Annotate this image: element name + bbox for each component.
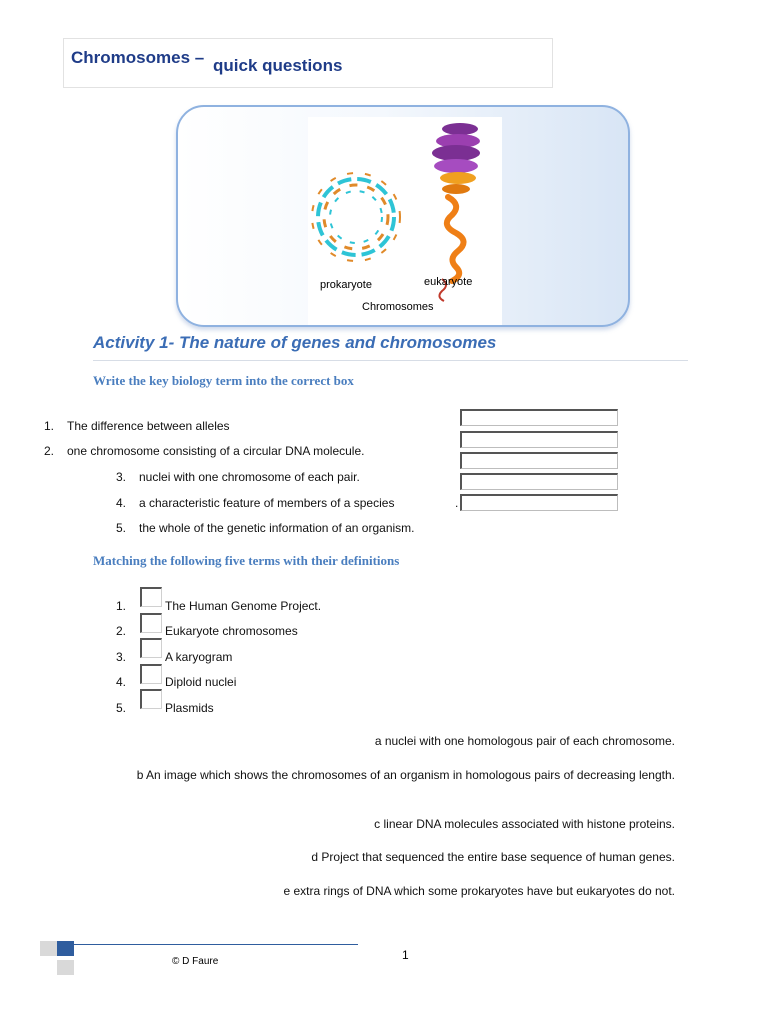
prokaryote-label: prokaryote <box>320 279 372 291</box>
definition-d: d Project that sequenced the entire base sequence of human genes. <box>311 850 675 864</box>
answer-box-4[interactable] <box>460 473 618 490</box>
match-box-4[interactable] <box>140 664 162 684</box>
definition-c: c linear DNA molecules associated with histone proteins. <box>374 817 675 831</box>
chromosome-figure <box>308 117 502 325</box>
answer-box-5[interactable] <box>460 494 618 511</box>
match-box-1[interactable] <box>140 587 162 607</box>
term-number: 1. <box>116 599 127 613</box>
footer-rule <box>74 944 358 945</box>
instruction-heading: Write the key biology term into the correct box <box>93 373 354 388</box>
definition-e: e extra rings of DNA which some prokaryotes have but eukaryotes do not. <box>283 884 675 898</box>
question-number: 3. <box>116 470 127 484</box>
figure-caption: Chromosomes <box>362 301 434 313</box>
question-text: a characteristic feature of members of a species <box>139 496 395 510</box>
page-number: 1 <box>402 948 409 962</box>
match-box-3[interactable] <box>140 638 162 658</box>
prokaryote-dna-ring-icon <box>312 173 400 261</box>
heading-divider <box>93 360 688 361</box>
definition-b: b An image which shows the chromosomes of an organism in homologous pairs of decreasing length. <box>136 768 675 782</box>
match-box-5[interactable] <box>140 689 162 709</box>
question-text: The difference between alleles <box>67 419 230 433</box>
title-box <box>63 38 553 88</box>
term-number: 4. <box>116 675 127 689</box>
page-subtitle: quick questions <box>213 56 343 75</box>
footer-square-light <box>40 941 57 956</box>
term-text: The Human Genome Project. <box>165 599 322 613</box>
question-number: 4. <box>116 496 127 510</box>
answer-box-1[interactable] <box>460 409 618 426</box>
term-number: 3. <box>116 650 127 664</box>
footer-copyright: © D Faure <box>172 956 219 967</box>
term-number: 5. <box>116 701 127 715</box>
footer-square-light <box>57 960 74 975</box>
page-title: Chromosomes – <box>71 48 205 67</box>
question-number: 1. <box>44 419 55 433</box>
question-number: 5. <box>116 521 127 535</box>
term-text: Diploid nuclei <box>165 675 237 689</box>
definition-a: a nuclei with one homologous pair of each chromosome. <box>374 734 675 748</box>
chromosome-image-frame <box>176 105 630 327</box>
eukaryote-label: eukaryote <box>424 276 473 288</box>
stray-mark: . <box>455 496 459 510</box>
term-number: 2. <box>116 624 127 638</box>
match-box-2[interactable] <box>140 613 162 633</box>
question-text: the whole of the genetic information of an organism. <box>139 521 415 535</box>
question-text: nuclei with one chromosome of each pair. <box>139 470 360 484</box>
eukaryote-chromosome-coil-icon <box>432 123 480 301</box>
term-text: Eukaryote chromosomes <box>165 624 298 638</box>
question-text: one chromosome consisting of a circular DNA molecule. <box>67 444 365 458</box>
answer-box-3[interactable] <box>460 452 618 469</box>
question-number: 2. <box>44 444 55 458</box>
term-text: A karyogram <box>165 650 233 664</box>
term-text: Plasmids <box>165 701 214 715</box>
matching-heading: Matching the following five terms with their definitions <box>93 553 400 568</box>
activity-heading: Activity 1- The nature of genes and chromosomes <box>93 333 497 352</box>
footer-square-dark <box>57 941 74 956</box>
chromosome-illustration <box>308 117 502 325</box>
answer-box-2[interactable] <box>460 431 618 448</box>
